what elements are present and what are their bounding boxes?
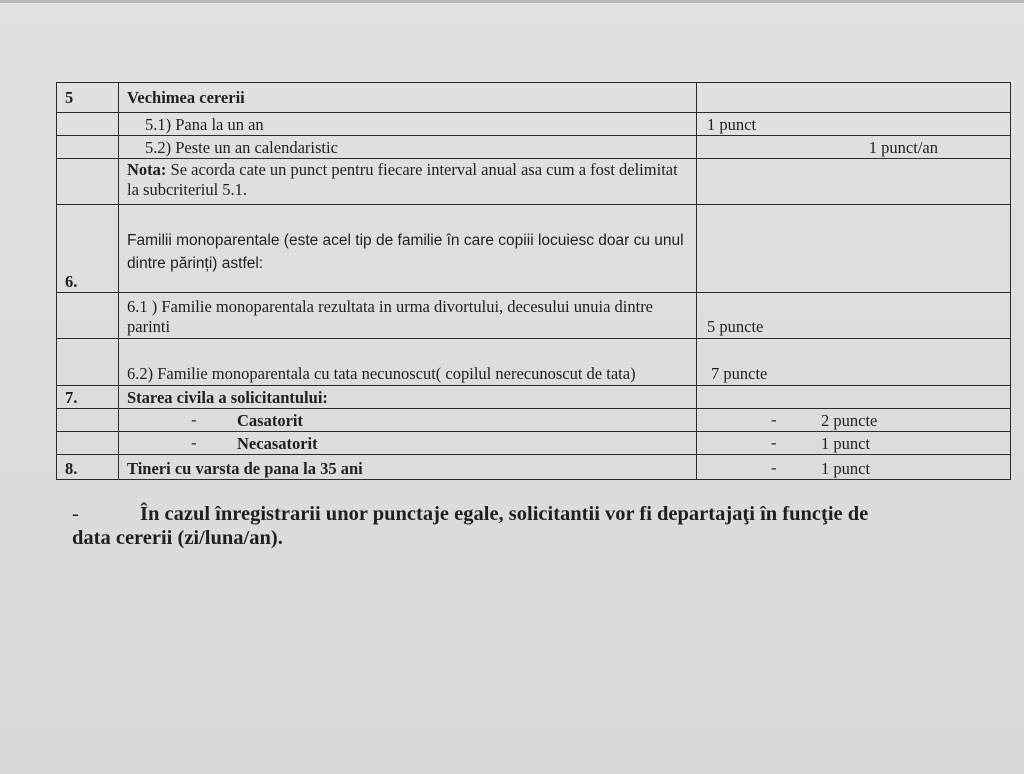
points-cell bbox=[697, 159, 1011, 205]
note-text bbox=[119, 159, 697, 205]
footnote-line-1 bbox=[72, 502, 1024, 526]
points-cell bbox=[697, 205, 1011, 293]
points-cell: 1 punct bbox=[697, 113, 1011, 136]
points-cell bbox=[697, 409, 1011, 432]
table-row bbox=[57, 455, 1011, 480]
dash-bullet: - bbox=[771, 458, 777, 477]
table-row bbox=[57, 293, 1011, 339]
points-cell: 1 punct/an bbox=[697, 136, 1011, 159]
table-row bbox=[57, 409, 1011, 432]
criterion-number bbox=[57, 339, 119, 386]
dash-bullet: - bbox=[771, 410, 777, 429]
criterion-number bbox=[57, 136, 119, 159]
table-row bbox=[57, 136, 1011, 159]
points-cell: 5 puncte bbox=[697, 293, 1011, 339]
option-label: Casatorit bbox=[237, 411, 303, 430]
table-row bbox=[57, 432, 1011, 455]
points-cell bbox=[697, 455, 1011, 480]
criterion-number bbox=[57, 159, 119, 205]
points-cell: 7 puncte bbox=[697, 339, 1011, 386]
points-value: 2 puncte bbox=[821, 411, 878, 430]
option-cell bbox=[119, 432, 697, 455]
points-value: 1 punct bbox=[821, 459, 871, 478]
page-top-edge bbox=[0, 0, 1024, 3]
table-row bbox=[57, 205, 1011, 293]
criterion-title: Starea civila a solicitantului: bbox=[119, 386, 697, 409]
criterion-number: 5 bbox=[57, 83, 119, 113]
criterion-number bbox=[57, 432, 119, 455]
table-row bbox=[57, 339, 1011, 386]
criterion-title: Familii monoparentale (este acel tip de familie în care copiii locuiesc doar cu unul dintre părinți) astfel: bbox=[119, 205, 697, 293]
option-cell bbox=[119, 409, 697, 432]
criterion-number bbox=[57, 409, 119, 432]
criterion-number bbox=[57, 293, 119, 339]
table-row bbox=[57, 159, 1011, 205]
points-cell bbox=[697, 432, 1011, 455]
subcriterion-text: 6.1 ) Familie monoparentala rezultata in urma divortului, decesului unuia dintre parinti bbox=[119, 293, 697, 339]
footnote-line-2: data cererii (zi/luna/an). bbox=[72, 527, 283, 549]
subcriterion-text: 5.2) Peste un an calendaristic bbox=[119, 136, 697, 159]
footnote-text: În cazul înregistrarii unor punctaje egale, solicitantii vor fi departajaţi în funcţie de bbox=[140, 503, 869, 525]
criterion-number: 8. bbox=[57, 455, 119, 480]
dash-bullet: - bbox=[191, 410, 197, 429]
subcriterion-text: 6.2) Familie monoparentala cu tata necunoscut( copilul nerecunoscut de tata) bbox=[119, 339, 697, 386]
points-cell bbox=[697, 386, 1011, 409]
criterion-number: 7. bbox=[57, 386, 119, 409]
dash-bullet: - bbox=[72, 503, 79, 525]
option-label: Necasatorit bbox=[237, 434, 318, 453]
criterion-title: Vechimea cererii bbox=[119, 83, 697, 113]
points-value: 1 punct bbox=[821, 434, 871, 453]
scoring-table bbox=[56, 82, 1011, 480]
subcriterion-text: 5.1) Pana la un an bbox=[119, 113, 697, 136]
criterion-number: 6. bbox=[57, 205, 119, 293]
criterion-number bbox=[57, 113, 119, 136]
table-row bbox=[57, 113, 1011, 136]
table-row bbox=[57, 83, 1011, 113]
table-row bbox=[57, 386, 1011, 409]
note-body: Se acorda cate un punct pentru fiecare interval anual asa cum a fost delimitat la subcriteriul 5.1. bbox=[127, 160, 678, 199]
points-cell bbox=[697, 83, 1011, 113]
dash-bullet: - bbox=[191, 433, 197, 452]
tie-break-note bbox=[72, 502, 1024, 550]
note-label: Nota: bbox=[127, 160, 167, 179]
criterion-title: Tineri cu varsta de pana la 35 ani bbox=[119, 455, 697, 480]
dash-bullet: - bbox=[771, 433, 777, 452]
